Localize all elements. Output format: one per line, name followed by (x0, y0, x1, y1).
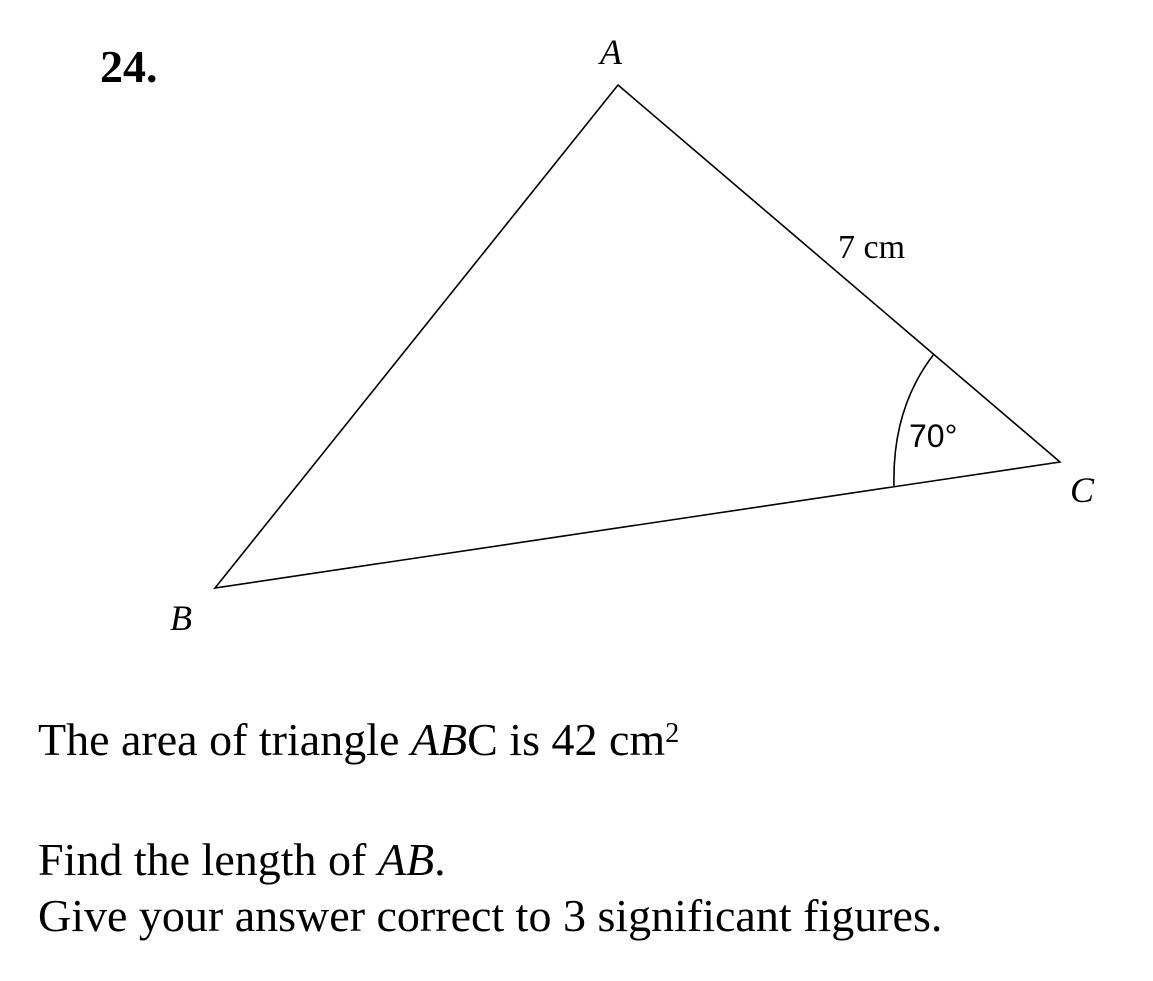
instruction-text: Give your answer correct to 3 significant figures. (38, 890, 943, 941)
triangle-abc (215, 85, 1060, 588)
angle-c-label: 70° (909, 418, 958, 454)
area-statement: The area of triangle ABC is 42 $cm^2$ (38, 714, 680, 765)
find-statement: Find the length of AB. (38, 834, 446, 885)
question-number: 24. (100, 41, 158, 92)
vertex-label-a: A (600, 32, 622, 72)
vertex-label-b: B (170, 598, 192, 638)
vertex-label-c: C (1070, 470, 1095, 510)
side-ac-label: 7 cm (838, 229, 906, 266)
